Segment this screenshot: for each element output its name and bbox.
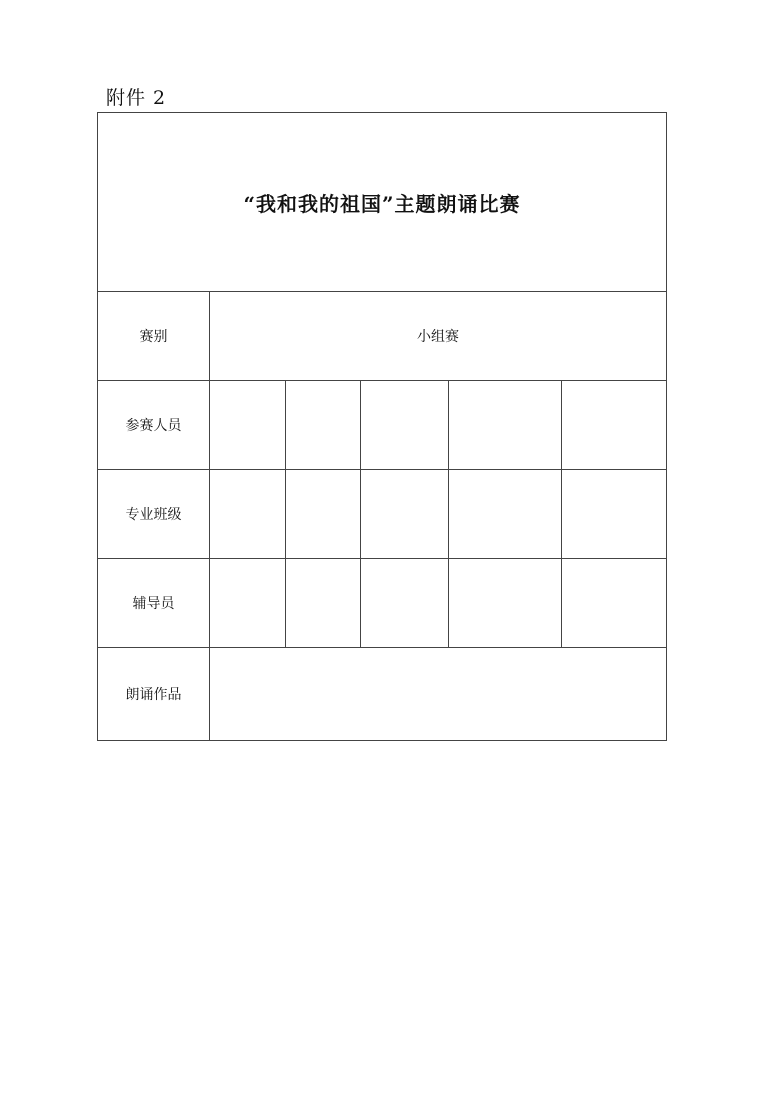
counselor-label: 辅导员 bbox=[98, 559, 210, 648]
entry-form-table bbox=[97, 112, 667, 741]
major-class-cell-4[interactable] bbox=[449, 470, 562, 559]
category-label: 赛别 bbox=[98, 292, 210, 381]
work-label: 朗诵作品 bbox=[98, 648, 210, 741]
attachment-label: 附件 2 bbox=[106, 87, 167, 109]
work-cell[interactable] bbox=[210, 648, 667, 741]
major-class-cell-3[interactable] bbox=[361, 470, 449, 559]
participant-cell-5[interactable] bbox=[562, 381, 667, 470]
counselor-cell-2[interactable] bbox=[286, 559, 361, 648]
counselor-cell-3[interactable] bbox=[361, 559, 449, 648]
participant-cell-3[interactable] bbox=[361, 381, 449, 470]
counselor-cell-5[interactable] bbox=[562, 559, 667, 648]
participant-cell-2[interactable] bbox=[286, 381, 361, 470]
major-class-cell-2[interactable] bbox=[286, 470, 361, 559]
major-class-cell-5[interactable] bbox=[562, 470, 667, 559]
category-value: 小组赛 bbox=[210, 292, 667, 381]
counselor-cell-1[interactable] bbox=[210, 559, 286, 648]
form-title: “我和我的祖国”主题朗诵比赛 bbox=[98, 113, 667, 292]
participant-cell-1[interactable] bbox=[210, 381, 286, 470]
major-class-cell-1[interactable] bbox=[210, 470, 286, 559]
participants-label: 参赛人员 bbox=[98, 381, 210, 470]
counselor-cell-4[interactable] bbox=[449, 559, 562, 648]
participant-cell-4[interactable] bbox=[449, 381, 562, 470]
major-class-label: 专业班级 bbox=[98, 470, 210, 559]
